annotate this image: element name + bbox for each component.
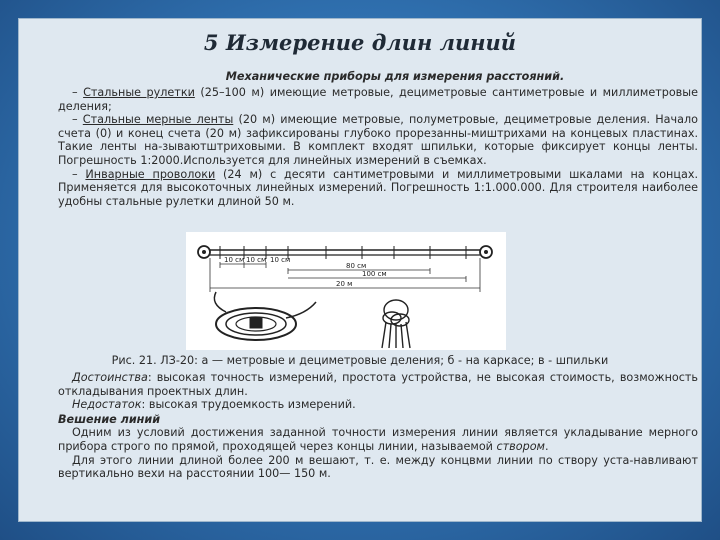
dim-label-2: 10 см	[246, 256, 267, 264]
left-ring-center	[202, 250, 206, 254]
disadvantage-label: Недостаток	[72, 398, 142, 412]
paragraph-text: (20 м) имеющие метровые, полуметровые, дециметровые деления. Начало счета (0) и конец счета (20 м) зафиксированы глубоко прорезанны-миштрихами на концевых пластинах. Такие ленты на-зываютштриховыми. В комплект входят шпильки, которые фиксирует концы ленты. Погрешность 1:2000.Используется для линейных измерений в съемках.	[58, 113, 698, 167]
paragraph-wires	[58, 168, 698, 209]
tape-illustration	[186, 232, 506, 350]
tape-figure	[186, 232, 506, 350]
dash: –	[72, 86, 84, 99]
paragraph-text: (25–100 м) имеющие метровые, дециметровые сантиметровые и миллиметровые деления;	[58, 86, 698, 113]
text-block-1	[58, 86, 698, 208]
dim-label-4: 80 см	[346, 262, 367, 270]
paragraph-text: Одним из условий достижения заданной точности измерения линии является укладывание мерного прибора строго по прямой, проходящей через концы линии, называемой	[58, 426, 698, 453]
term-steel-tapes: Стальные рулетки	[83, 86, 195, 99]
dim-label-3: 10 см	[270, 256, 291, 264]
dim-label-5: 100 см	[362, 270, 387, 278]
figure-caption: Рис. 21. ЛЗ-20: а — метровые и дециметровые деления; б - на каркасе; в - шпильки	[111, 354, 609, 367]
text-block-2	[58, 371, 698, 481]
term-steel-bands: Стальные мерные ленты	[82, 113, 234, 127]
disadvantage-text: : высокая трудоемкость измерений.	[141, 398, 356, 412]
right-ring-center	[484, 250, 488, 254]
dim-label-6: 20 м	[336, 280, 353, 288]
page-title: 5 Измерение длин линий	[203, 30, 517, 55]
term-stvor: створом	[496, 439, 545, 453]
section-heading: Вешение линий	[58, 412, 161, 426]
paragraph-poles	[58, 454, 698, 481]
dash: –	[72, 113, 83, 127]
paragraph-alignment	[58, 426, 698, 453]
advantages-text: : высокая точность измерений, простота устройства, не высокая стоимость, возможность откладывания проектных длин.	[58, 371, 698, 398]
paragraph-advantages	[58, 371, 698, 398]
paragraph-text: Для этого линии длиной более 200 м вешают, т. е. между концвми линии по створу уста-навливают вертикально вехи на расстоянии 100— 150 м.	[58, 453, 698, 481]
paragraph-disadvantage	[58, 398, 698, 412]
term-invar-wires: Инварные проволоки	[85, 167, 216, 181]
dim-label-1: 10 см	[224, 256, 245, 264]
paragraph-bands	[58, 113, 698, 167]
paragraph-tapes	[58, 86, 698, 113]
period: .	[545, 439, 549, 453]
advantages-label: Достоинства	[72, 371, 148, 384]
paragraph-text: (24 м) с десяти сантиметровыми и миллиметровыми шкалами на концах. Применяется для высокоточных линейных измерений. Погрешность 1:1.000.000. Для строителя наиболее удобны стальные рулетки длиной 50 м.	[58, 167, 699, 208]
subtitle: Механические приборы для измерения расстояний.	[225, 70, 565, 83]
dash: –	[72, 167, 86, 181]
